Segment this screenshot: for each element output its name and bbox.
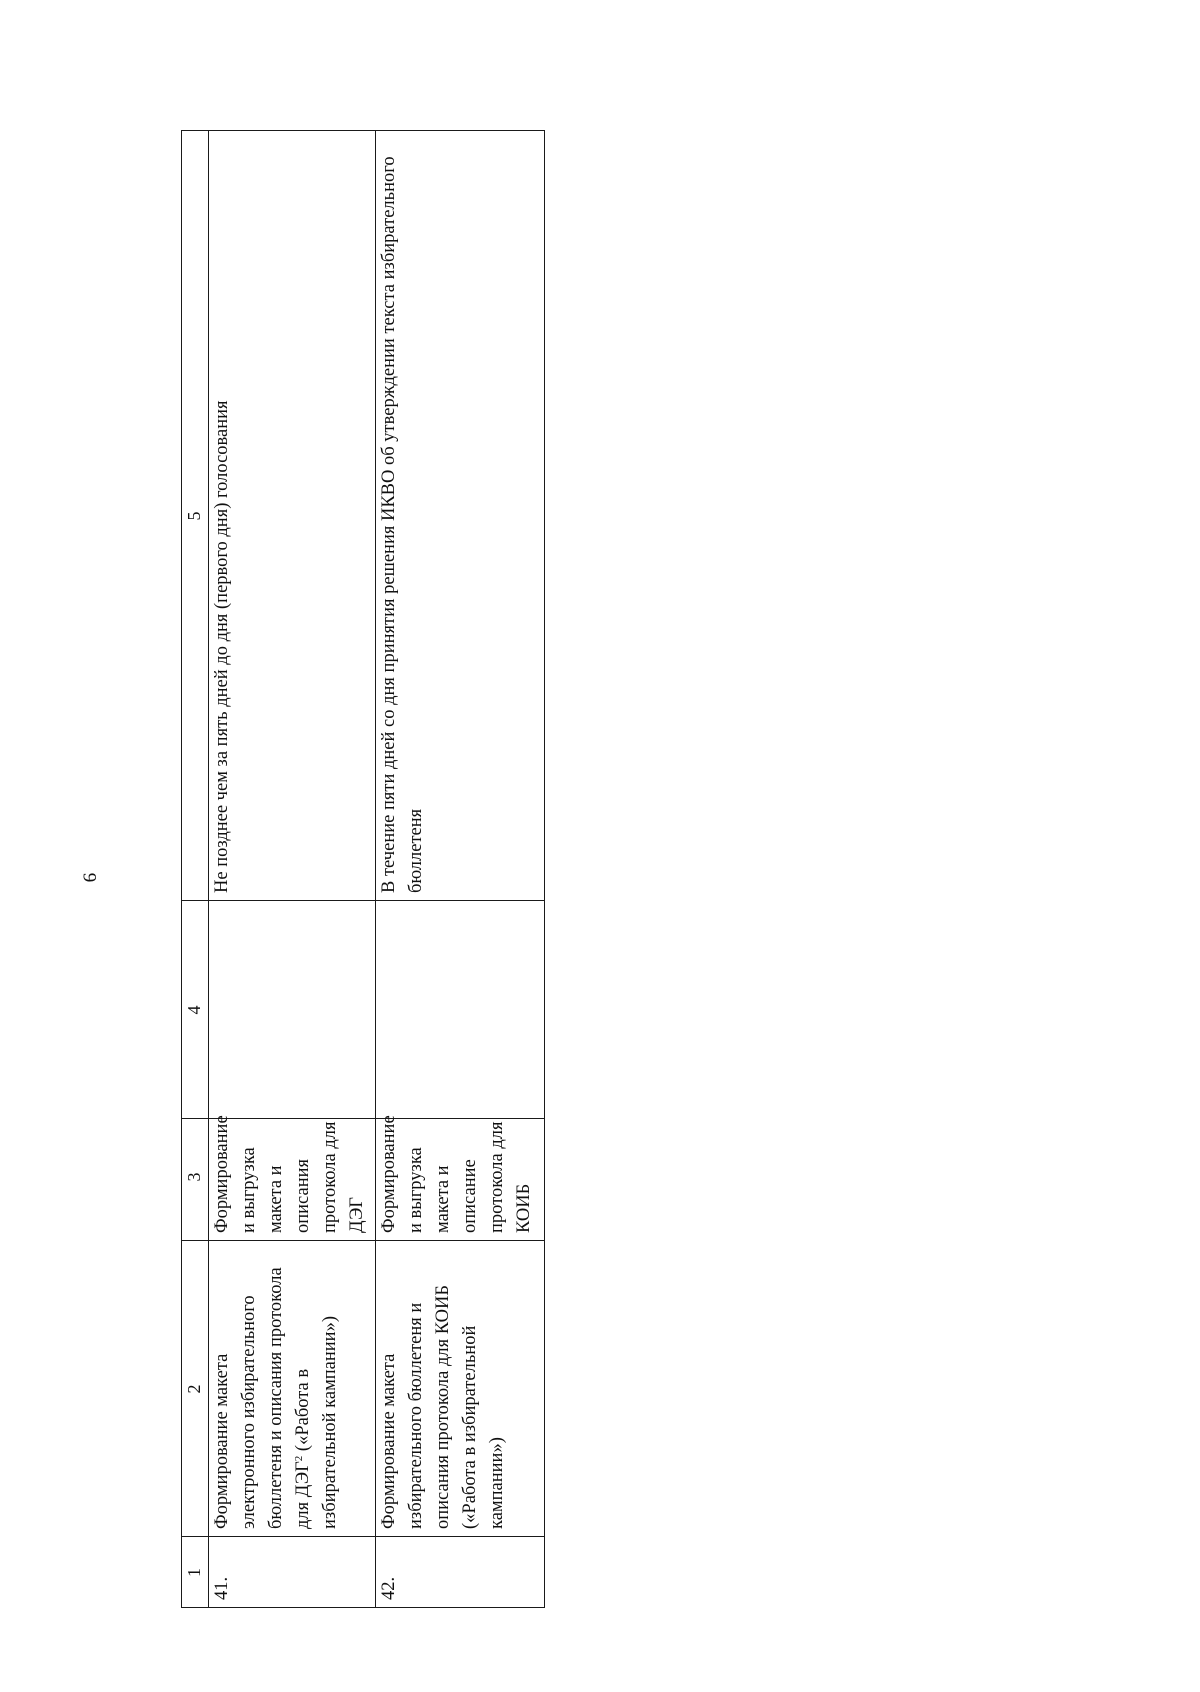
task-description bbox=[209, 1241, 375, 1537]
schedule-table bbox=[181, 130, 545, 1608]
task-text-rest: («Работа в избирательной кампании») bbox=[293, 1316, 341, 1529]
task-text: Формирование макета электронного избирательного бюллетеня и описания протокола для ДЭГ bbox=[212, 1267, 314, 1529]
column-header-3: 3 bbox=[182, 1119, 209, 1241]
deadline: Не позднее чем за пять дней до дня (первого дня) голосования bbox=[209, 131, 375, 901]
table-header-row bbox=[182, 131, 209, 1608]
column-header-1: 1 bbox=[182, 1537, 209, 1608]
row-number: 41. bbox=[209, 1537, 375, 1608]
table-row bbox=[209, 131, 375, 1608]
schedule-table-wrapper bbox=[181, 130, 545, 1608]
deadline: В течение пяти дней со дня принятия решения ИКВО об утверждении текста избирательного бюллетеня bbox=[375, 131, 544, 901]
page-number: 9 bbox=[78, 872, 100, 883]
footnote-mark: 2 bbox=[293, 1455, 306, 1462]
action-description: Формирование и выгрузка макета и описание протокола для КОИБ bbox=[375, 1119, 544, 1241]
column-header-4: 4 bbox=[182, 901, 209, 1119]
empty-cell bbox=[375, 901, 544, 1119]
column-header-2: 2 bbox=[182, 1241, 209, 1537]
column-header-5: 5 bbox=[182, 131, 209, 901]
empty-cell bbox=[209, 901, 375, 1119]
row-number: 42. bbox=[375, 1537, 544, 1608]
task-description: Формирование макета избирательного бюллетеня и описания протокола для КОИБ («Работа в избирательной кампании») bbox=[375, 1241, 544, 1537]
table-row bbox=[375, 131, 544, 1608]
action-description: Формирование и выгрузка макета и описания протокола для ДЭГ bbox=[209, 1119, 375, 1241]
